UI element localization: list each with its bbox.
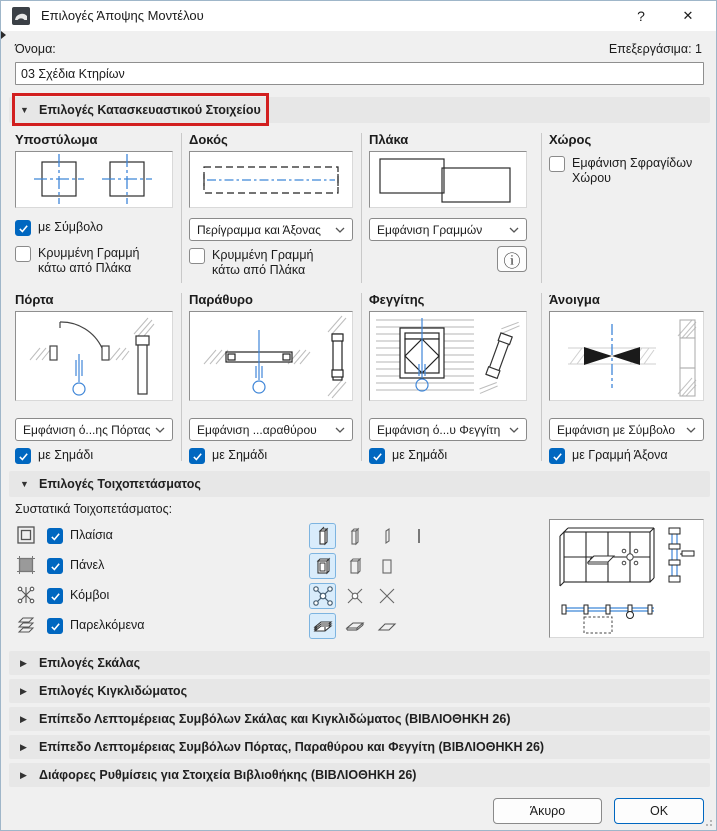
checkbox-check-icon [47,618,63,634]
checkbox-check-icon [47,528,63,544]
column-panel-title: Υποστύλωμα [15,132,98,147]
checkbox-check-icon [47,558,63,574]
joints-checkbox[interactable] [47,588,109,604]
checkbox-label: Κρυμμένη Γραμμή κάτω από Πλάκα [212,248,314,277]
expand-triangle-icon: ▶ [20,713,27,724]
checkbox-box [189,248,205,264]
app-logo-icon [12,7,30,25]
column-divider [181,133,182,283]
checkbox-label: με Γραμμή Άξονα [572,448,668,462]
window-display-dropdown[interactable] [189,418,353,441]
expand-triangle-icon: ▶ [20,769,27,780]
cancel-button[interactable]: Άκυρο [493,798,602,824]
chevron-down-icon [509,227,519,233]
panels-option-group [309,553,400,579]
dropdown-value: Εμφάνιση με Σύμβολο [557,422,676,437]
column-divider [361,133,362,283]
checkbox-label: Πάνελ [70,558,105,572]
joints-option-detailed[interactable] [309,583,336,609]
joints-option-cross[interactable] [373,583,400,609]
accessories-checkbox[interactable] [47,618,145,634]
with-symbol-checkbox[interactable] [15,220,103,236]
dropdown-value: Εμφάνιση ...αραθύρου [197,422,317,437]
checkbox-box [15,246,31,262]
curtain-wall-preview-image [549,519,704,638]
section-title: Επιλογές Σκάλας [39,656,141,670]
checkbox-label: με Σημάδι [212,448,268,462]
joints-option-simple[interactable] [341,583,368,609]
checkbox-label: Πλαίσια [70,528,113,542]
name-input[interactable] [15,62,704,85]
slab-display-dropdown[interactable] [369,218,527,241]
frames-option-3d-simple[interactable] [341,523,368,549]
chevron-down-icon [335,427,345,433]
panels-checkbox[interactable] [47,558,104,574]
section-header-door-window-skylight-detail-level[interactable] [9,735,710,759]
dropdown-value: Εμφάνιση ό...υ Φεγγίτη [377,422,501,437]
section-title: Επιλογές Τοιχοπετάσματος [39,477,201,491]
checkbox-check-icon [369,448,385,464]
checkbox-label: με Σημάδι [392,448,448,462]
door-marker-checkbox[interactable] [15,448,93,464]
door-display-dropdown[interactable] [15,418,173,441]
frames-icon [15,524,37,546]
panels-option-3d-framed[interactable] [309,553,336,579]
checkbox-label: Εμφάνιση Σφραγίδων Χώρου [572,156,693,185]
left-edge-marker-icon [1,31,6,39]
section-header-railing-options[interactable] [9,679,710,703]
ok-button[interactable]: OK [614,798,704,824]
accessories-option-group [309,613,400,639]
accessories-icon [15,614,37,636]
door-preview-image [15,311,173,401]
accessories-option-flat[interactable] [373,613,400,639]
frames-checkbox[interactable] [47,528,113,544]
title-bar [1,1,716,31]
chevron-down-icon [155,427,165,433]
zone-stamps-checkbox[interactable] [549,156,698,186]
curtain-components-label: Συστατικά Τοιχοπετάσματος: [15,502,173,516]
column-hidden-line-checkbox[interactable] [15,246,170,276]
opening-display-dropdown[interactable] [549,418,704,441]
section-title: Διάφορες Ρυθμίσεις για Στοιχεία Βιβλιοθήκης (ΒΙΒΛΙΟΘΗΚΗ 26) [39,768,417,782]
beam-preview-image [189,151,353,208]
opening-preview-image [549,311,704,401]
column-preview-image [15,151,173,208]
expand-triangle-icon: ▶ [20,741,27,752]
dropdown-value: Εμφάνιση Γραμμών [377,222,483,237]
section-header-stair-railing-detail-level[interactable] [9,707,710,731]
panels-option-3d-simple[interactable] [341,553,368,579]
expand-triangle-icon: ▶ [20,685,27,696]
collapse-triangle-icon: ▼ [20,105,29,115]
help-button[interactable]: ? [637,8,645,24]
checkbox-label: Κόμβοι [70,588,110,602]
checkbox-check-icon [47,588,63,604]
joints-option-group [309,583,400,609]
section-header-library-misc-settings[interactable] [9,763,710,787]
checkbox-label: Κρυμμένη Γραμμή κάτω από Πλάκα [38,246,140,275]
section-title: Επιλογές Κατασκευαστικού Στοιχείου [39,103,261,117]
section-header-stair-options[interactable] [9,651,710,675]
chevron-down-icon [686,427,696,433]
panels-icon [15,554,37,576]
section-header-construction[interactable] [9,97,710,123]
section-title: Επιλογές Κιγκλιδώματος [39,684,188,698]
slab-preview-image [369,151,527,208]
opening-axis-checkbox[interactable] [549,448,668,464]
column-divider [181,293,182,461]
checkbox-check-icon [549,448,565,464]
frames-option-group [309,523,432,549]
panels-option-flat[interactable] [373,553,400,579]
chevron-down-icon [335,227,345,233]
checkbox-label: με Σημάδι [38,448,94,462]
checkbox-label: Παρελκόμενα [70,618,145,632]
slab-panel-title: Πλάκα [369,132,409,147]
skylight-marker-checkbox[interactable] [369,448,447,464]
skylight-display-dropdown[interactable] [369,418,527,441]
joints-icon [15,584,37,606]
zone-panel-title: Χώρος [549,132,592,147]
dialog-title: Επιλογές Άποψης Μοντέλου [41,8,204,23]
window-panel-title: Παράθυρο [189,292,253,307]
column-divider [541,293,542,461]
close-button[interactable]: ✕ [682,8,694,23]
checkbox-check-icon [15,220,31,236]
resize-grip[interactable] [703,817,713,827]
frames-option-plate[interactable] [373,523,400,549]
skylight-panel-title: Φεγγίτης [369,292,425,307]
dropdown-value: Περίγραμμα και Άξονας [197,222,321,237]
collapse-triangle-icon: ▼ [20,479,29,489]
column-divider [541,133,542,283]
info-button[interactable]: ⓘ [497,246,527,272]
dropdown-value: Εμφάνιση ό...ης Πόρτας [23,422,151,437]
editable-count-label: Επεξεργάσιμα: 1 [608,42,702,56]
frames-option-3d-detailed[interactable] [309,523,336,549]
frames-option-line[interactable] [405,523,432,549]
accessories-option-simple[interactable] [341,613,368,639]
checkbox-box [549,156,565,172]
accessories-option-detailed[interactable] [309,613,336,639]
section-title: Επίπεδο Λεπτομέρειας Συμβόλων Σκάλας και Κιγκλιδώματος (ΒΙΒΛΙΟΘΗΚΗ 26) [39,712,511,726]
expand-triangle-icon: ▶ [20,657,27,668]
name-label: Όνομα: [15,42,56,56]
beam-panel-title: Δοκός [189,132,228,147]
checkbox-check-icon [189,448,205,464]
window-marker-checkbox[interactable] [189,448,267,464]
door-panel-title: Πόρτα [15,292,54,307]
section-title: Επίπεδο Λεπτομέρειας Συμβόλων Πόρτας, Παραθύρου και Φεγγίτη (ΒΙΒΛΙΟΘΗΚΗ 26) [39,740,545,754]
window-preview-image [189,311,353,401]
column-divider [361,293,362,461]
beam-hidden-line-checkbox[interactable] [189,248,344,278]
chevron-down-icon [509,427,519,433]
beam-display-dropdown[interactable] [189,218,353,241]
checkbox-label: με Σύμβολο [38,220,103,234]
skylight-preview-image [369,311,527,401]
section-header-curtain-wall[interactable] [9,471,710,497]
opening-panel-title: Άνοιγμα [549,292,600,307]
checkbox-check-icon [15,448,31,464]
